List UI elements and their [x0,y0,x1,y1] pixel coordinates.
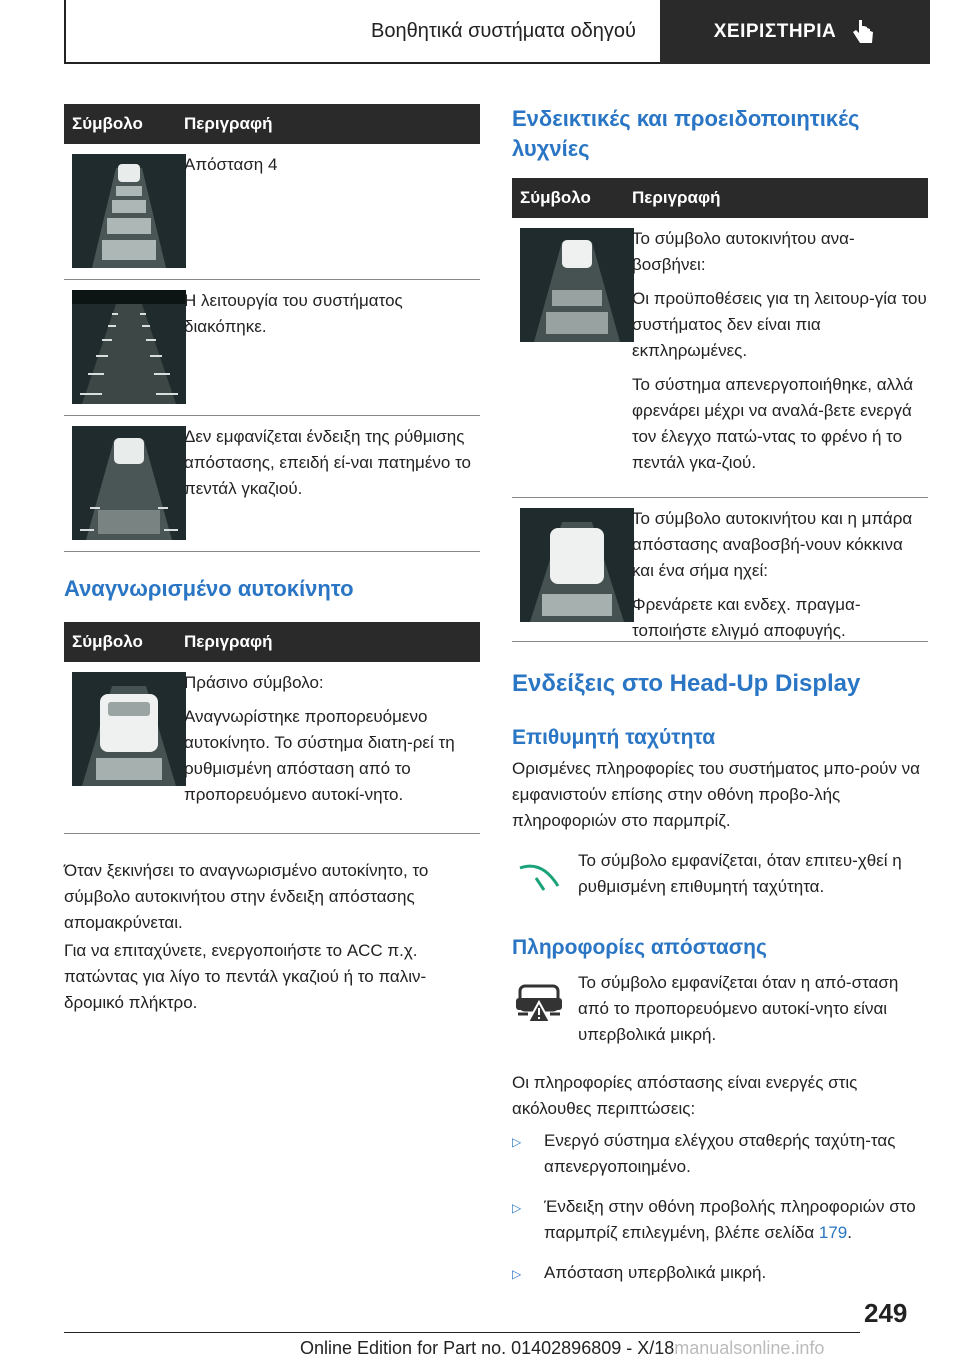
table-row [512,218,928,498]
paragraph: Για να επιταχύνετε, ενεργοποιήστε το ACC π.χ. πατώντας για λίγο το πεντάλ γκαζιού ή το παλιν-δρομικό πλήκτρο. [64,941,427,1012]
table-header [512,178,928,218]
triangle-bullet-icon: ▷ [512,1201,522,1215]
header-section-title: Βοηθητικά συστήματα οδηγού [371,19,636,42]
distance-warning-icon [512,980,566,1026]
row-desc: Πράσινο σύμβολο: [184,673,324,692]
triangle-bullet-icon: ▷ [512,1135,522,1149]
recognized-vehicle-table [64,622,480,834]
list-item [512,1128,928,1180]
triangle-bullet-icon: ▷ [512,1267,522,1281]
footer-edition [300,1338,824,1359]
desired-speed-icon [514,856,564,896]
subsection-heading: Πληροφορίες απόστασης [512,936,767,959]
icon-description: Το σύμβολο εμφανίζεται, όταν επιτευ-χθεί η ρυθμισμένη επιθυμητή ταχύτητα. [578,851,902,896]
col-description: Περιγραφή [184,114,273,133]
table-header [64,622,480,662]
col-description: Περιγραφή [632,188,721,207]
section-heading: Ενδείξεις στο Head-Up Display [512,670,861,697]
list-item-text-end: . [847,1223,852,1242]
warning-lights-table [512,178,928,642]
row-desc: Το σύμβολο αυτοκινήτου ανα-βοσβήνει: [632,229,855,274]
recognized-car-icon [72,672,186,786]
subsection-heading: Επιθυμητή ταχύτητα [512,726,716,749]
row-desc: Οι προϋποθέσεις για τη λειτουρ-γία του συστήματος δεν είναι πια εκπληρωμένες. [632,289,927,360]
paragraph: Ορισμένες πληροφορίες του συστήματος μπο-ρούν να εμφανιστούν επίσης στην οθόνη προβο-λής πληροφοριών στο παρμπρίζ. [512,759,920,830]
car-flashing-icon [520,228,634,342]
section-heading: Ενδεικτικές και προειδοποιητικές λυχνίες [512,106,860,161]
list-item-text: Ενεργό σύστημα ελέγχου σταθερής ταχύτη-τας απενεργοποιημένο. [544,1131,896,1176]
list-item [512,1260,928,1287]
bullet-list [512,1128,928,1287]
row-desc: Το σύμβολο αυτοκινήτου και η μπάρα απόστασης αναβοσβή-νουν κόκκινα και ένα σήμα ηχεί: [632,509,913,580]
table-row [64,416,480,552]
row-desc: Το σύστημα απενεργοποιήθηκε, αλλά φρενάρει μέχρι να αναλά-βετε ενεργά τον έλεγχο πατώ-ντας το φρένο ή το πεντάλ γκα-ζιού. [632,375,914,472]
table-row [64,662,480,834]
table-header [64,104,480,144]
red-warning-car-icon [520,508,634,622]
col-symbol: Σύμβολο [72,632,143,651]
system-interrupted-icon [72,290,186,404]
watermark-text: manualsonline.info [674,1338,825,1358]
page-number: 249 [864,1298,908,1328]
paragraph: Όταν ξεκινήσει το αναγνωρισμένο αυτοκίνητο, το σύμβολο αυτοκινήτου στην ένδειξη απόστασης απομακρύνεται. [64,861,429,932]
table-row [512,498,928,642]
col-symbol: Σύμβολο [520,188,591,207]
distance-4-icon [72,154,186,268]
header-manual-tab[interactable] [660,0,930,64]
list-item-text-main: Ένδειξη στην οθόνη προβολής πληροφοριών στο παρμπρίζ επιλεγμένη, βλέπε σελίδα [544,1197,916,1242]
paragraph: Οι πληροφορίες απόστασης είναι ενεργές στις ακόλουθες περιπτώσεις: [512,1073,858,1118]
distance-table [64,104,480,552]
page-link[interactable]: 179 [818,1223,848,1242]
gas-pedal-pressed-icon [72,426,186,540]
list-item [512,1194,928,1246]
section-heading: Αναγνωρισμένο αυτοκίνητο [64,576,354,601]
table-row [64,144,480,280]
list-item-text [544,1194,928,1246]
row-desc: Η λειτουργία του συστήματος διακόπηκε. [184,291,403,336]
icon-description: Το σύμβολο εμφανίζεται όταν η από-σταση από το προπορευόμενο αυτοκί-νητο είναι υπερβολικά μικρή. [578,973,899,1044]
footer-rule [64,1332,860,1333]
edition-text: Online Edition for Part no. 01402896809 - X/18 [300,1338,675,1358]
table-row [64,280,480,416]
list-item-text: Απόσταση υπερβολικά μικρή. [544,1263,767,1282]
row-desc: Αναγνωρίστηκε προπορευόμενο αυτοκίνητο. Το σύστημα διατη-ρεί τη ρυθμισμένη απόσταση από το προπορευόμενο αυτοκί-νητο. [184,707,455,804]
col-symbol: Σύμβολο [72,114,143,133]
header-manual-label: ΧΕΙΡΙΣΤΗΡΙΑ [713,21,837,42]
hand-pointer-icon [850,18,876,46]
row-desc: Δεν εμφανίζεται ένδειξη της ρύθμισης απόστασης, επειδή εί-ναι πατημένο το πεντάλ γκαζιού. [184,427,472,498]
row-desc: Φρενάρετε και ενδεχ. πραγμα-τοποιήστε ελιγμό αποφυγής. [632,595,861,640]
row-desc: Απόσταση 4 [184,155,278,174]
col-description: Περιγραφή [184,632,273,651]
